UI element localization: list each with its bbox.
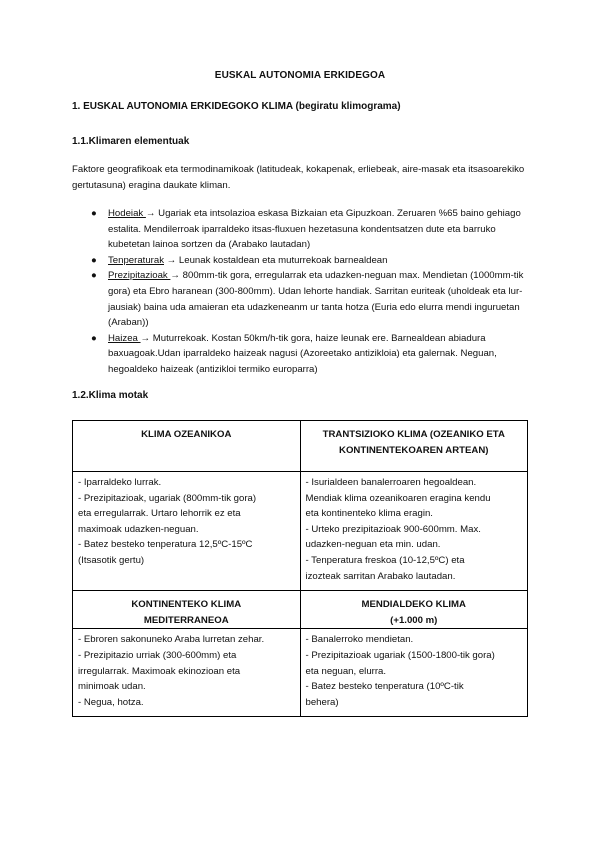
table-row	[73, 629, 528, 717]
section-1-2-heading: 1.2.Klima motak	[72, 390, 149, 401]
document-title: EUSKAL AUTONOMIA ERKIDEGOA	[214, 70, 386, 81]
header-line: KONTINENTEKOAREN ARTEAN)	[339, 444, 489, 456]
bullet-term: Prezipitazioak	[108, 270, 171, 282]
table-row	[73, 591, 528, 629]
cell-line: maximoak udazken-neguan.	[78, 523, 199, 535]
header-line: MEDITERRANEOA	[143, 614, 229, 626]
bullet-text: → Muturrekoak. Kostan 50km/h-tik gora, haize leunak ere. Barnealdean abiadura baxuagoak.Udan iparraldeko haizeak nagusi (Azoreetako antizikloia) eta galernak. Neguan, hegoaldeko haizeak (antizikloi termiko europarra)	[108, 332, 497, 375]
climate-types-table	[72, 420, 528, 717]
body-cell-transition	[300, 472, 528, 591]
header-line: MENDIALDEKO KLIMA	[361, 599, 466, 611]
cell-line: eta neguan, elurra.	[305, 665, 387, 677]
climate-elements-list	[72, 206, 532, 378]
header-cell-continental	[73, 591, 301, 629]
header-line: KONTINENTEKO KLIMA	[131, 599, 242, 611]
cell-line: - Prezipitazioak ugariak (1500-1800-tik gora)	[305, 649, 495, 661]
cell-line: - Negua, hotza.	[78, 696, 144, 708]
cell-line: - Prezipitazio urriak (300-600mm) eta	[78, 649, 237, 661]
list-item	[72, 253, 532, 269]
table-row	[73, 421, 528, 472]
cell-line: eta kontinenteko klima eragin.	[305, 508, 433, 520]
cell-line: - Batez besteko tenperatura 12,5ºC-15ºC	[78, 539, 253, 551]
header-line: TRANTSIZIOKO KLIMA (OZEANIKO ETA	[322, 429, 505, 440]
section-1-1-heading: 1.1.Klimaren elementuak	[72, 136, 190, 147]
cell-line: - Batez besteko tenperatura (10ºC-tik	[305, 681, 464, 693]
cell-line: irregularrak. Maximoak ekinozioan eta	[78, 665, 241, 677]
header-line: (+1.000 m)	[390, 614, 438, 626]
cell-line: izozteak sarritan Arabako lautadan.	[305, 570, 456, 582]
cell-line: minimoak udan.	[78, 681, 146, 693]
body-cell-oceanic	[73, 472, 301, 591]
bullet-term: Hodeiak	[108, 208, 146, 219]
bullet-term: Tenperaturak	[108, 254, 164, 266]
body-cell-continental	[73, 629, 301, 717]
section-1-heading: 1. EUSKAL AUTONOMIA ERKIDEGOKO KLIMA (begiratu klimograma)	[72, 101, 401, 112]
body-cell-mountain	[300, 629, 528, 717]
table-row	[73, 472, 528, 591]
cell-line: - Urteko prezipitazioak 900-600mm. Max.	[305, 523, 481, 535]
cell-line: (Itsasotik gertu)	[78, 554, 145, 566]
cell-line: - Banalerroko mendietan.	[305, 634, 414, 646]
bullet-icon: ●	[91, 332, 97, 344]
bullet-icon: ●	[91, 254, 97, 266]
header-cell-oceanic	[73, 421, 301, 472]
bullet-icon: ●	[91, 208, 97, 219]
cell-line: - Iparraldeko lurrak.	[78, 477, 162, 488]
bullet-text: → Leunak kostaldean eta muturrekoak barnealdean	[164, 254, 388, 266]
cell-line: eta erregularrak. Urtaro lehorrik ez eta	[78, 508, 241, 520]
header-cell-mountain	[300, 591, 528, 629]
cell-line: behera)	[305, 696, 339, 708]
list-item	[72, 206, 532, 253]
cell-line: - Isurialdeen banalerroaren hegoaldean.	[305, 477, 477, 488]
bullet-text: → Ugariak eta intsolazioa eskasa Bizkaian eta Gipuzkoan. Zeruaren %65 baino gehiago estalita. Mendilerroak iparraldeko itsas-fluxuen hezetasuna kondentsatzen dute eta barruko kubetetan lainoa sortzen da (Arabako lautadan)	[108, 208, 521, 251]
list-item	[72, 331, 532, 378]
bullet-text: → 800mm-tik gora, erregularrak eta udazken-neguan max. Mendietan (1000mm-tik gora) eta Ebro haranean (300-800mm). Udan lehorte handiak. Sarritan euriteak (uholdeak eta lur-jausiak) baina uda amaieran eta udazkeneanm ur tanta hotza (Euria edo elurra mendi inguruetan (Araban))	[108, 270, 524, 329]
header-cell-transition	[300, 421, 528, 472]
header-line: KLIMA OZEANIKOA	[141, 429, 232, 440]
cell-line: - Prezipitazioak, ugariak (800mm-tik gora)	[78, 492, 257, 504]
cell-line: - Tenperatura freskoa (10-12,5ºC) eta	[305, 554, 465, 566]
cell-line: Mendiak klima ozeanikoaren eragina kendu	[305, 492, 491, 504]
list-item	[72, 268, 532, 330]
intro-paragraph: Faktore geografikoak eta termodinamikoak (latitudeak, kokapenak, erliebeak, aire-masak eta itsasoarekiko gertutasuna) eragina daukate kliman.	[72, 164, 525, 191]
cell-line: udazken-neguan eta min. udan.	[305, 539, 441, 551]
bullet-icon: ●	[91, 270, 97, 282]
cell-line: - Ebroren sakonuneko Araba lurretan zehar.	[78, 634, 265, 646]
bullet-term: Haizea	[108, 332, 141, 344]
